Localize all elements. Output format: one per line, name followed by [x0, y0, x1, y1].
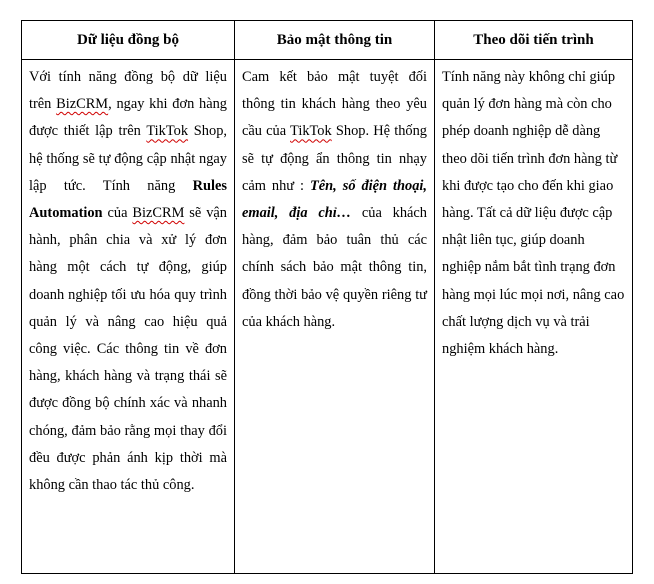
text-segment: sẽ vận hành, phân chia và xử lý đơn hàng một cách tự động, giúp doanh nghiệp tối ưu hóa quy trình quản lý và nâng cao hiệu quả công việc. Các thông tin về đơn hàng, khách hàng và trạng thái sẽ được đồng bộ chính xác và nhanh chóng, đảm bảo rằng mọi thay đổi đều được phản ánh kịp thời mà không cần thao tác thủ công. — [29, 205, 227, 494]
feature-table — [21, 20, 633, 574]
cell-info-security — [235, 60, 435, 574]
text-segment: Tính năng này không chỉ giúp quản lý đơn hàng mà còn cho phép doanh nghiệp dễ dàng theo dõi tiến trình đơn hàng từ khi được tạo cho đến khi giao hàng. Tất cả dữ liệu được cập nhật liên tục, giúp doanh nghiệp nắm bắt tình trạng đơn hàng mọi lúc mọi nơi, nâng cao chất lượng dịch vụ và trải nghiệm khách hàng. — [442, 69, 625, 358]
text-segment: Với tính năng đồng bộ dữ liệu trên — [29, 69, 227, 113]
cell-data-sync — [22, 60, 235, 574]
text-segment: , ngay khi đơn hàng được thiết lập trên — [29, 96, 227, 140]
text-segment: Shop, hệ thống sẽ tự động cập nhật ngay lập tức. Tính năng — [29, 123, 227, 194]
brand-name: BizCRM — [132, 205, 185, 222]
brand-name: TikTok — [146, 123, 189, 140]
header-progress-tracking: Theo dõi tiến trình — [435, 21, 633, 60]
sensitive-fields: Tên, số điện thoại, email, địa chỉ… — [242, 177, 427, 222]
header-info-security: Bảo mật thông tin — [235, 21, 435, 60]
text-segment: Shop. Hệ thống sẽ tự động ẩn thông tin nhạy cảm như : — [242, 123, 427, 194]
text-segment: của — [102, 205, 133, 222]
feature-table-container — [21, 20, 632, 574]
content-row — [22, 60, 633, 574]
header-row — [22, 21, 633, 60]
text-segment: của khách hàng, đảm bảo tuân thủ các chính sách bảo mật thông tin, đồng thời bảo vệ quyền riêng tư của khách hàng. — [242, 205, 428, 330]
text-segment: Cam kết bảo mật tuyệt đối thông tin khách hàng theo yêu cầu của — [242, 69, 427, 140]
cell-progress-tracking — [435, 60, 633, 574]
feature-name: Rules Automation — [29, 177, 227, 222]
brand-name: TikTok — [290, 123, 332, 140]
header-data-sync: Dữ liệu đồng bộ — [22, 21, 235, 60]
brand-name: BizCRM — [56, 96, 109, 113]
